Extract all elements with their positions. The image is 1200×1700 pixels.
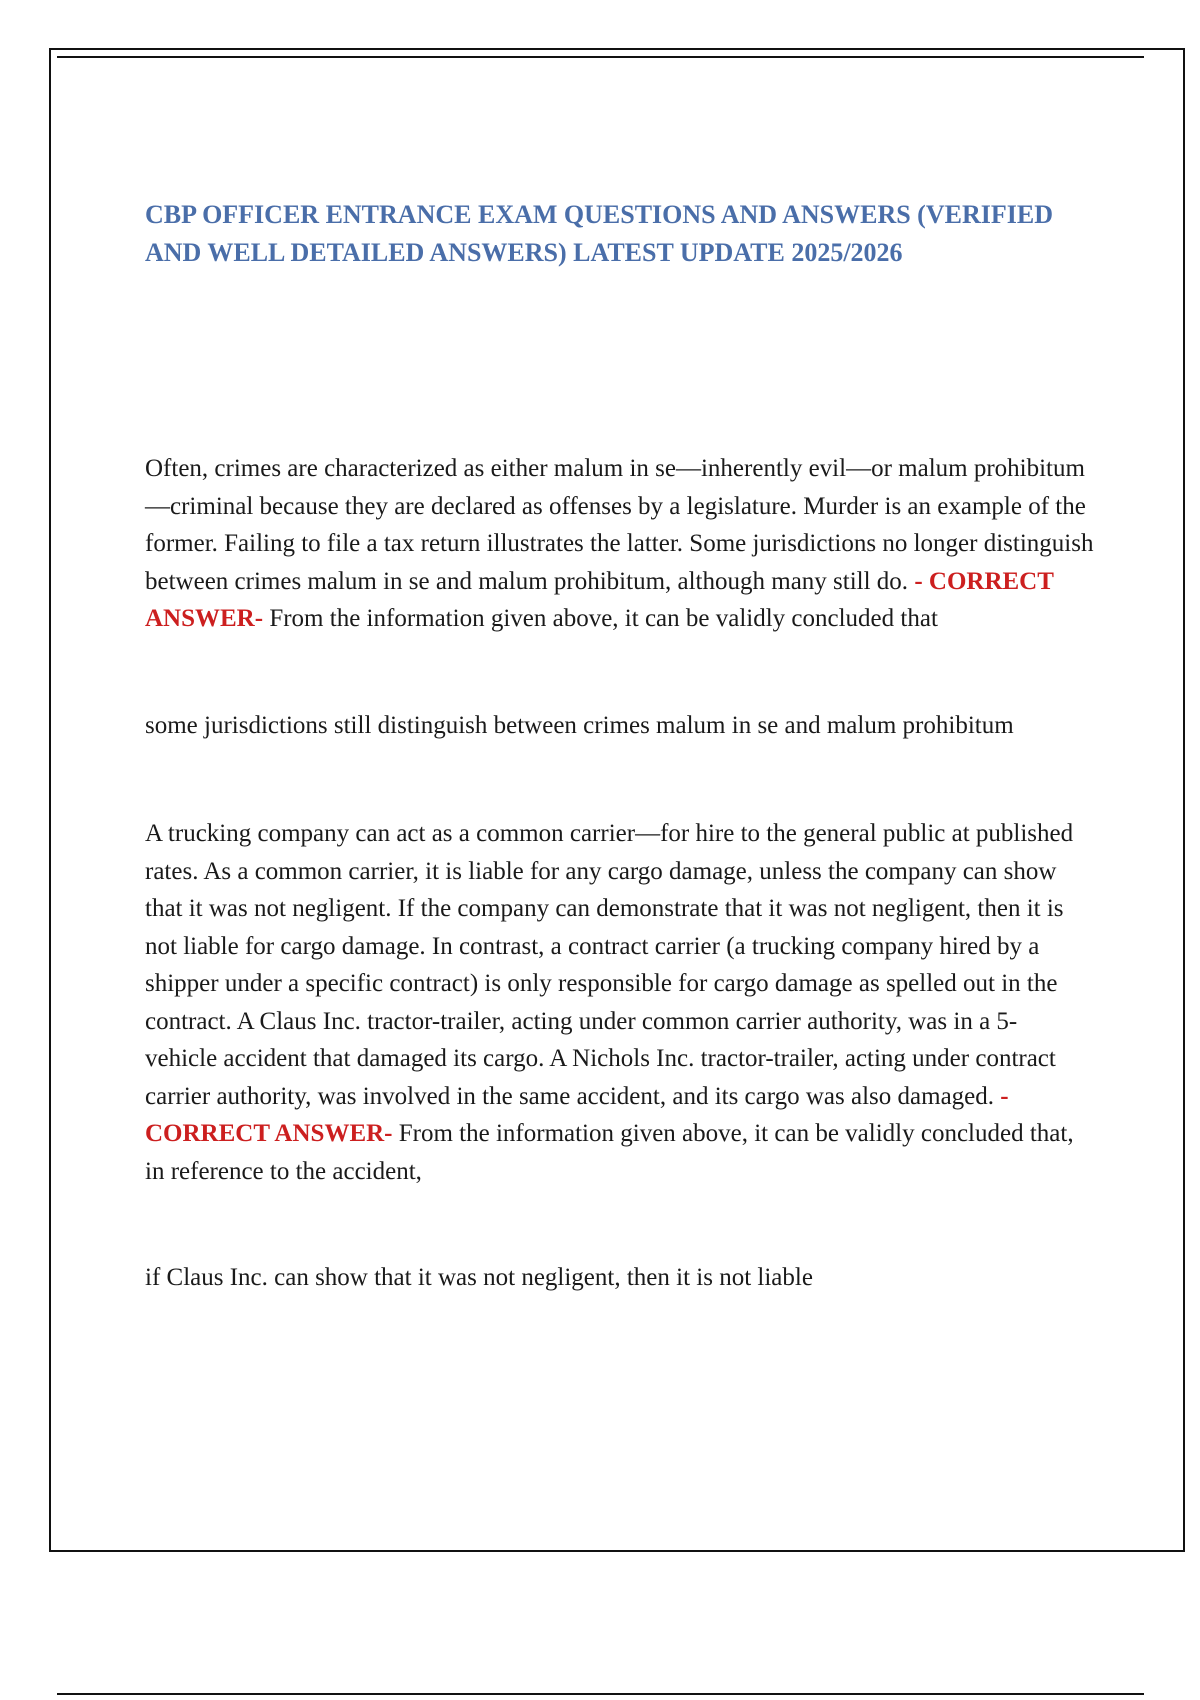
- document-title: CBP OFFICER ENTRANCE EXAM QUESTIONS AND ANSWERS (VERIFIED AND WELL DETAILED ANSWERS) LATEST UPDATE 2025/2026: [145, 200, 1053, 267]
- bottom-rule: [57, 1693, 1144, 1695]
- top-rule: [57, 56, 1144, 58]
- question-2: [145, 815, 1095, 1190]
- question-2-text: A trucking company can act as a common carrier—for hire to the general public at published rates. As a common carrier, it is liable for any cargo damage, unless the company can show that it was not negligent. If the company can demonstrate that it was not negligent, then it is not liable for cargo damage. In contrast, a contract carrier (a trucking company hired by a shipper under a specific contract) is only responsible for cargo damage as spelled out in the contract. A Claus Inc. tractor-trailer, acting under common carrier authority, was in a 5- vehicle accident that damaged its cargo. A Nichols Inc. tractor-trailer, acting under contract carrier authority, was involved in the same accident, and its cargo was also damaged.: [145, 820, 1074, 1110]
- correct-answer-label-2: - CORRECT ANSWER-: [145, 1082, 1009, 1147]
- document-body: [145, 196, 1095, 1297]
- answer-1: some jurisdictions still distinguish between crimes malum in se and malum prohibitum: [145, 711, 1014, 739]
- question-2-prompt: From the information given above, it can be validly concluded that, in reference to the accident,: [145, 1120, 1074, 1185]
- question-1-text: Often, crimes are characterized as either malum in se—inherently evil—or malum prohibitum—criminal because they are declared as offenses by a legislature. Murder is an example of the former. Failing to file a tax return illustrates the latter. Some jurisdictions no longer distinguish between crimes malum in se and malum prohibitum, although many still do.: [145, 455, 1094, 595]
- question-1: [145, 450, 1095, 638]
- question-1-prompt: From the information given above, it can be validly concluded that: [269, 605, 938, 632]
- answer-2: if Claus Inc. can show that it was not negligent, then it is not liable: [145, 1264, 813, 1291]
- correct-answer-label-1: - CORRECT ANSWER-: [145, 567, 1054, 632]
